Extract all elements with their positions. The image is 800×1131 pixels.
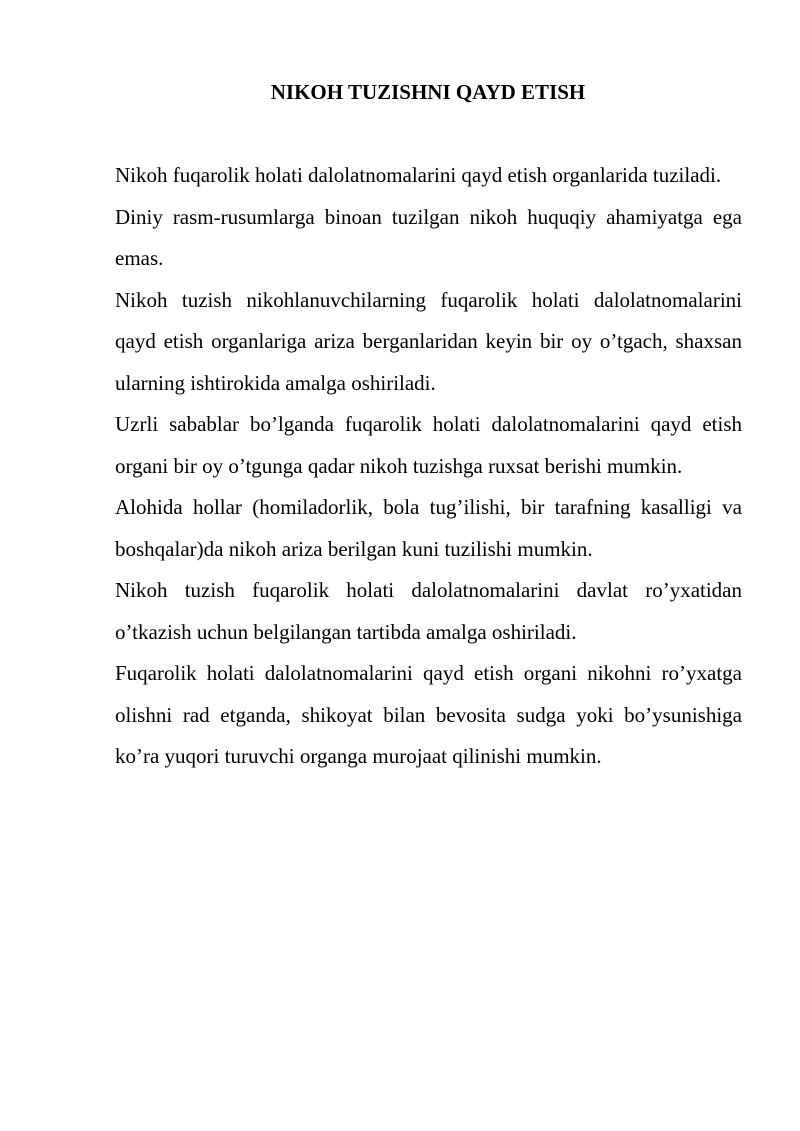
paragraph-7: Fuqarolik holati dalolatnomalarini qayd etish organi nikohni ro’yxatga olishni rad etganda, shikoyat bilan bevosita sudga yoki bo’ysunishiga ko’ra yuqori turuvchi organga murojaat qilinishi mumkin.	[115, 661, 742, 768]
paragraph-3: Nikoh tuzish nikohlanuvchilarning fuqarolik holati dalolatnomalarini qayd etish organlariga ariza berganlaridan keyin bir oy o’tgach, shaxsan ularning ishtirokida amalga oshiriladi.	[115, 287, 742, 395]
paragraph-5: Alohida hollar (homiladorlik, bola tug’ilishi, bir tarafning kasalligi va boshqalar)da nikoh ariza berilgan kuni tuzilishi mumkin.	[115, 495, 742, 561]
paragraph-2: Diniy rasm-rusumlarga binoan tuzilgan nikoh huquqiy ahamiyatga ega emas.	[115, 204, 742, 270]
document-body	[115, 155, 742, 778]
page-title: NIKOH TUZISHNI QAYD ETISH	[270, 80, 586, 104]
paragraph-4: Uzrli sabablar bo’lganda fuqarolik holati dalolatnomalarini qayd etish organi bir oy o’tgunga qadar nikoh tuzishga ruxsat berishi mumkin.	[115, 412, 742, 478]
paragraph-1: Nikoh fuqarolik holati dalolatnomalarini qayd etish organlarida tuziladi.	[115, 163, 722, 187]
paragraph-6: Nikoh tuzish fuqarolik holati dalolatnomalarini davlat ro’yxatidan o’tkazish uchun belgilangan tartibda amalga oshiriladi.	[115, 578, 742, 644]
